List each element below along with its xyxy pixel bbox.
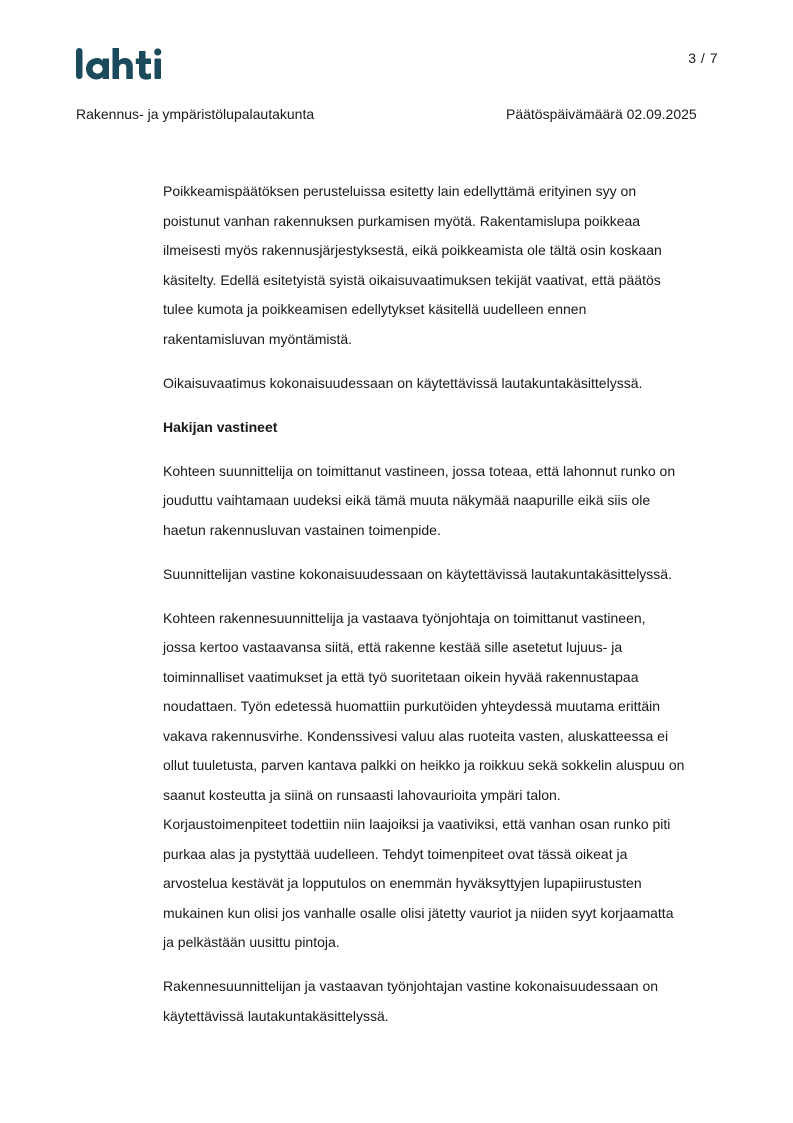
paragraph: Suunnittelijan vastine kokonaisuudessaan on käytettävissä lautakuntakäsittelyssä.: [163, 565, 672, 582]
paragraph: Oikaisuvaatimus kokonaisuudessaan on käytettävissä lautakuntakäsittelyssä.: [163, 374, 643, 391]
paragraph: Poikkeamispäätöksen perusteluissa esitetty lain edellyttämä erityinen syy on poistunut vanhan rakennuksen purkamisen myötä. Rakentamislupa poikkeaa ilmeisesti myös rakennusjärjestyksestä, eikä poikkeamista ole tältä osin koskaan käsitelty. Edellä esitetyistä syistä oikaisuvaatimuksen tekijät vaativat, että päätös tulee kumota ja poikkeamisen edellytykset käsitellä uudelleen ennen rakentamisluvan myöntämistä.: [163, 183, 662, 347]
paragraph: Kohteen suunnittelija on toimittanut vastineen, jossa toteaa, että lahonnut runko on jouduttu vaihtamaan uudeksi eikä tämä muuta näkymää naapurille eikä siis ole haetun rakennusluvan vastainen toimenpide.: [163, 462, 676, 538]
paragraph: Kohteen rakennesuunnittelija ja vastaava työnjohtaja on toimittanut vastineen, jossa kertoo vastaavansa siitä, että rakenne kestää sille asetetut lujuus- ja toiminnalliset vaatimukset ja että työ suoritetaan oikein hyvää rakennustapaa noudattaen. Työn edetessä huomattiin purkutöiden yhteydessä muutama erittäin vakava rakennusvirhe. Kondenssivesi valuu alas ruoteita vasten, aluskatteessa ei ollut tuuletusta, parven kantava palkki on heikko ja roikkuu sekä sokkelin aluspuu on saanut kosteutta ja siinä on runsaasti lahovaurioita ympäri talon. Korjaustoimenpiteet todettiin niin laajoiksi ja vaativiksi, että vanhan osan runko piti purkaa alas ja pystyttää uudelleen. Tehdyt toimenpiteet ovat tässä oikeat ja arvostelua kestävät ja lopputulos on enemmän hyväksyttyjen lupapiirustusten mukainen kun olisi jos vanhalle osalle olisi jätetty vauriot ja niiden syyt korjaamatta ja pelkästään uusittu pintoja.: [163, 609, 685, 950]
committee-name: Rakennus- ja ympäristölupalautakunta: [76, 106, 315, 122]
decision-date: Päätöspäivämäärä 02.09.2025: [506, 106, 697, 122]
section-heading: Hakijan vastineet: [163, 418, 278, 435]
page-number: 3 / 7: [688, 50, 718, 66]
lahti-logo: [75, 44, 171, 84]
paragraph: Rakennesuunnittelijan ja vastaavan työnjohtajan vastine kokonaisuudessaan on käytettävissä lautakuntakäsittelyssä.: [163, 978, 659, 1024]
document-body: [163, 177, 723, 1046]
